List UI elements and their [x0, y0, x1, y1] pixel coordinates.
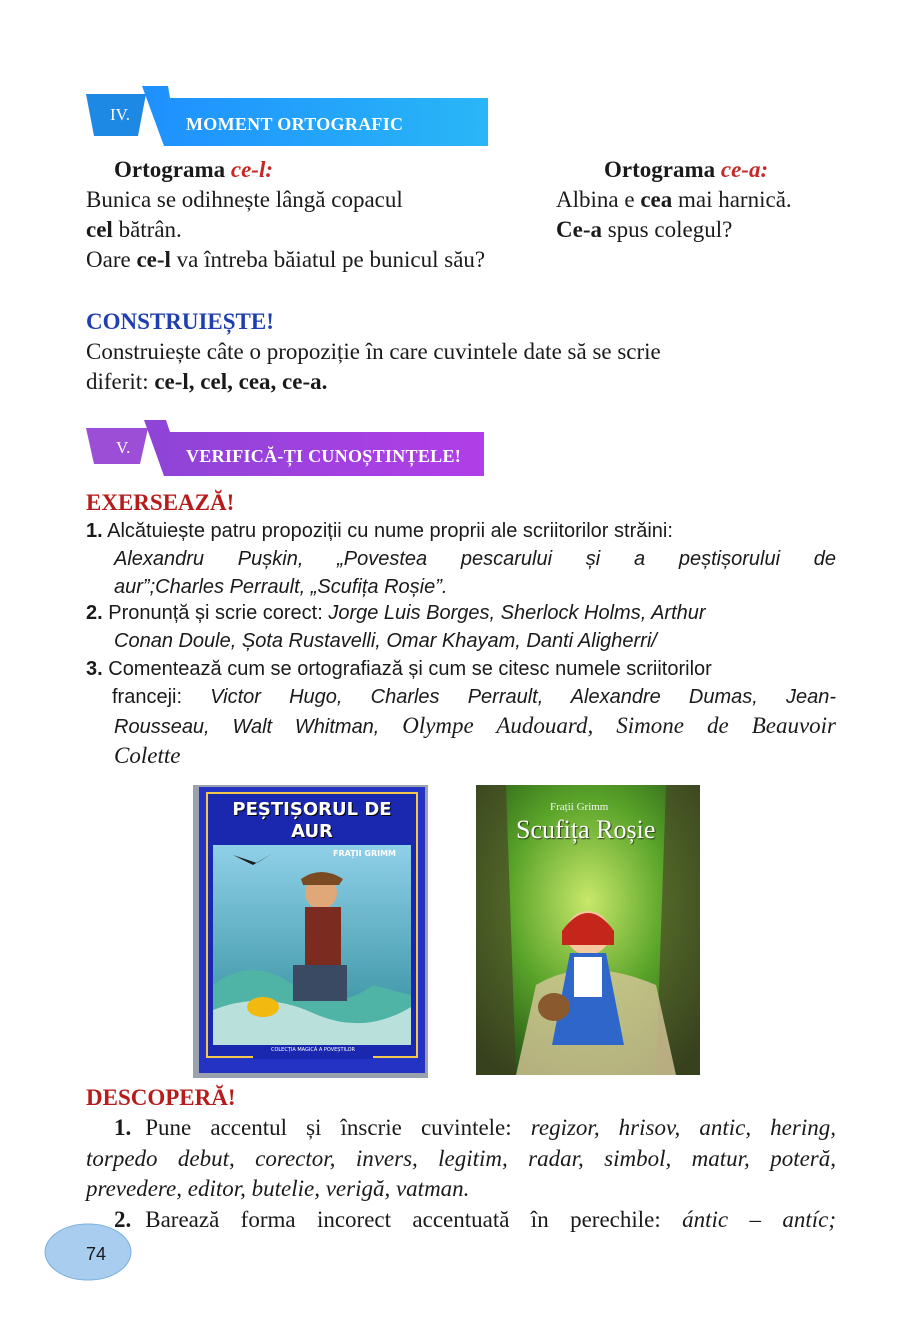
exercise-3-names-3: Olympe Audouard, Simone de Beauvoir	[402, 713, 837, 738]
orthogram-left-heading	[114, 155, 273, 185]
descopera-item-2-pair: ántic – antíc;	[682, 1207, 836, 1232]
orthogram-right-prefix: Ortograma	[604, 157, 721, 182]
book-right-title: Scufița Roșie	[516, 815, 656, 844]
right-example-bold-ce-a: Ce-a	[556, 217, 602, 242]
descopera-item-1-line-2: torpedo debut, corector, invers, legitim, radar, simbol, matur, poteră,	[86, 1146, 836, 1171]
descopera-item-1-words-1: regizor, hrisov, antic, hering,	[530, 1115, 836, 1140]
right-example-line-1-pre: Albina e	[556, 187, 641, 212]
right-example-line-2-rest: spus colegul?	[601, 217, 733, 242]
book-left-author: FRAȚII GRIMM	[333, 849, 397, 858]
exercise-1-number: 1.	[86, 520, 103, 542]
left-example-line-2	[86, 215, 182, 245]
exercise-3-names-2: Rousseau, Walt Whitman,	[114, 716, 403, 738]
section-5-number: V.	[116, 438, 131, 457]
descopera-item-1-number: 1.	[114, 1115, 132, 1140]
exercise-3-line-4: Colette	[114, 743, 181, 768]
exercise-2-text: Pronunță și scrie corect:	[102, 602, 329, 624]
left-example-line-1: Bunica se odihnește lângă copacul	[86, 187, 403, 212]
construieste-line-2	[86, 367, 327, 397]
construieste-heading: CONSTRUIEȘTE!	[86, 309, 274, 334]
exercise-3-line-2-pre: franceji:	[112, 686, 211, 708]
book-left-title: PEȘTIȘORUL DE AUR	[232, 799, 392, 842]
orthogram-left-prefix: Ortograma	[114, 157, 231, 182]
exercise-2-number: 2.	[86, 602, 103, 624]
exercise-1-text: Alcătuiește patru propoziții cu nume proprii ale scriitorilor străini:	[102, 520, 673, 542]
descopera-item-2-line-1	[114, 1205, 836, 1235]
right-example-line-1-rest: mai harnică.	[672, 187, 792, 212]
left-example-line-3-rest: va întreba băiatul pe bunicul său?	[170, 247, 486, 272]
orthogram-right-heading	[604, 155, 768, 185]
left-example-line-3	[86, 245, 485, 275]
book-cover-pestisorul-de-aur	[193, 785, 428, 1078]
right-example-line-1	[556, 185, 792, 215]
right-example-line-2	[556, 215, 732, 245]
descopera-item-2-text: Barează forma incorect accentuată în perechile:	[145, 1207, 683, 1232]
construieste-words: ce-l, cel, cea, ce-a.	[154, 369, 328, 394]
exercise-2-names-1: Jorge Luis Borges, Sherlock Holms, Arthur	[328, 602, 706, 624]
descopera-item-1-line-1	[114, 1113, 836, 1143]
descopera-item-1-text: Pune accentul și înscrie cuvintele:	[145, 1115, 531, 1140]
left-example-bold-cel: cel	[86, 217, 113, 242]
descopera-item-2-number: 2.	[114, 1207, 132, 1232]
exerseaza-heading: EXERSEAZĂ!	[86, 490, 235, 515]
book-left-series: COLECȚIA MAGICĂ A POVEȘTILOR	[270, 1047, 356, 1053]
left-example-line-3-pre: Oare	[86, 247, 137, 272]
orthogram-right-term: ce-a:	[720, 157, 769, 182]
descopera-heading: DESCOPERĂ!	[86, 1085, 236, 1110]
section-5-title: VERIFICĂ-ȚI CUNOȘTINȚELE!	[186, 446, 462, 466]
exercise-1-line-2: Alexandru Pușkin, „Povestea pescarului și a peștișorului de	[114, 548, 836, 570]
section-4-number: IV.	[110, 105, 130, 124]
exercise-2-line-2: Conan Doule, Șota Rustavelli, Omar Khayam, Danti Aligherri/	[114, 630, 657, 652]
right-example-bold-cea: cea	[640, 187, 673, 212]
exercise-3-line-2	[112, 683, 836, 711]
construieste-line-2-pre: diferit:	[86, 369, 155, 394]
exercise-3-names-1: Victor Hugo, Charles Perrault, Alexandre Dumas, Jean-	[210, 686, 836, 708]
exercise-1-line-3: aur”;Charles Perrault, „Scufița Roșie”.	[114, 576, 448, 598]
orthogram-left-term: ce-l:	[230, 157, 274, 182]
descopera-item-1-line-3: prevedere, editor, butelie, verigă, vatman.	[86, 1176, 470, 1201]
left-example-bold-ce-l: ce-l	[136, 247, 171, 272]
exercise-1-line-1	[86, 517, 673, 545]
section-4-title: MOMENT ORTOGRAFIC	[186, 114, 404, 134]
page-number: 74	[86, 1244, 107, 1264]
exercise-3-text: Comentează cum se ortografiază și cum se citesc numele scriitorilor	[102, 658, 712, 680]
exercise-3-number: 3.	[86, 658, 103, 680]
exercise-3-line-1	[86, 655, 712, 683]
left-example-line-2-rest: bătrân.	[112, 217, 182, 242]
book-right-author: Frații Grimm	[550, 801, 609, 813]
book-cover-scufita-rosie	[476, 785, 700, 1075]
construieste-line-1: Construiește câte o propoziție în care cuvintele date să se scrie	[86, 339, 661, 364]
exercise-2-line-1	[86, 599, 836, 627]
exercise-3-line-3	[114, 711, 836, 743]
